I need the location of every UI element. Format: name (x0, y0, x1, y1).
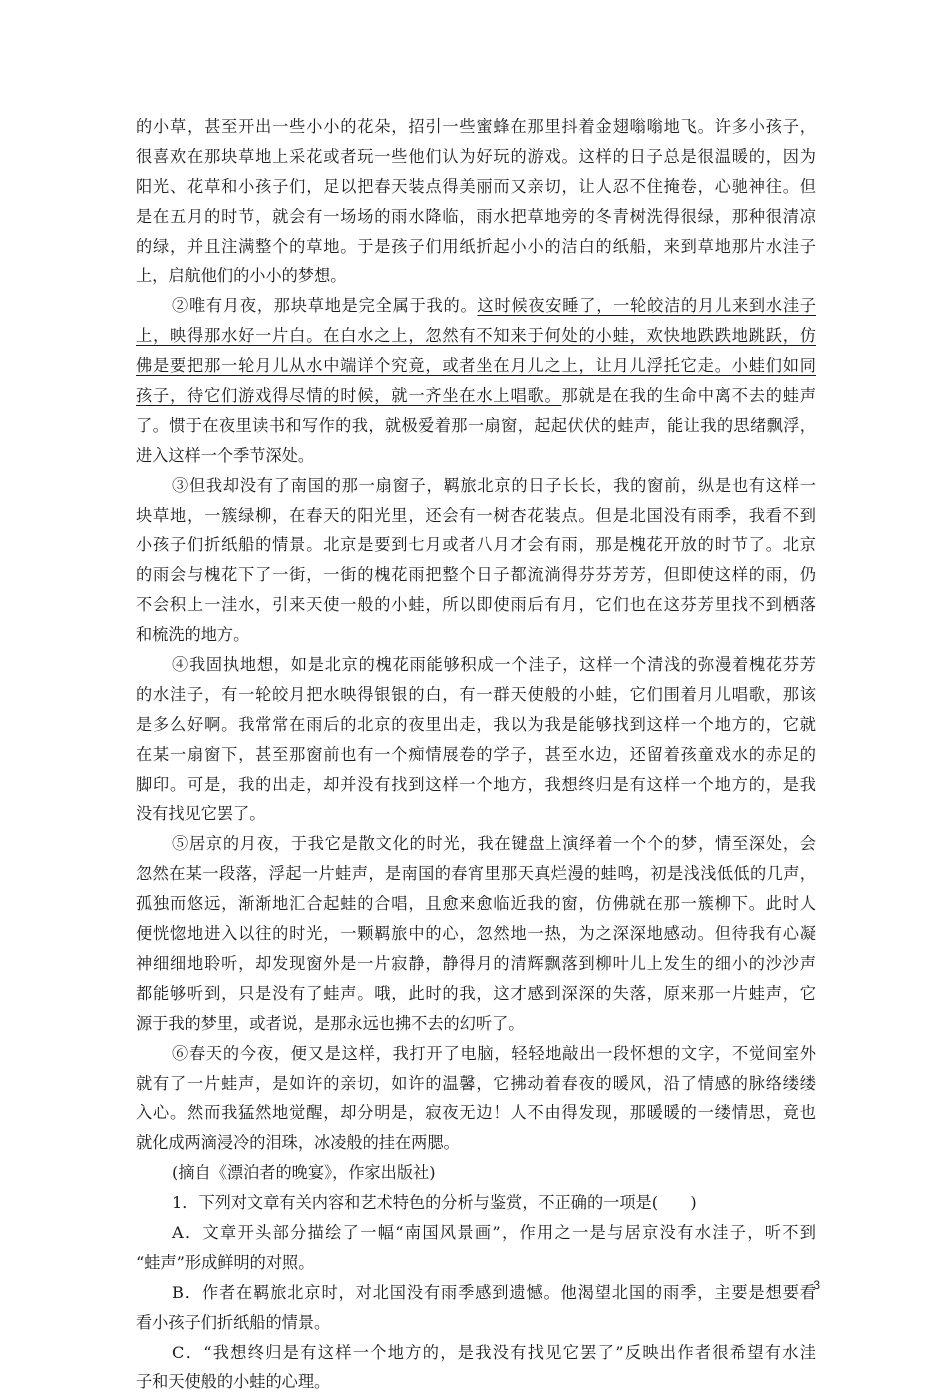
p6-line: 就有了一片蛙声，是如许的亲切，如许的温馨，它拂动着春夜的暖风，沿了情感的脉络缕缕 (136, 1073, 816, 1093)
p2-line-2 (136, 321, 816, 351)
option-c-line: 子和天使般的小蛙的心理。 (136, 1372, 331, 1392)
p5-line: 孤独而悠远，渐渐地汇合起蛙的合唱，且愈来愈临近我的窗，仿佛就在那一簇柳下。此时人 (136, 894, 816, 914)
option-a-line: “蛙声”形成鲜明的对照。 (136, 1252, 315, 1272)
p2-line-5: 了。惯于在夜里读书和写作的我，就极爱着那一扇窗，起起伏伏的蛙声，能让我的思绪飘浮， (136, 415, 816, 435)
p5-line: 神细细地聆听，却发现窗外是一片寂静，静得月的清辉飘落到柳叶儿上发生的细小的沙沙声 (136, 953, 816, 973)
p1-line: 很喜欢在那块草地上采花或者玩一些他们认为好玩的游戏。这样的日子总是很温暖的，因为 (136, 146, 816, 166)
p2-plain-text: 那就是在我的生命中离不去的蛙声 (561, 386, 816, 406)
p2-underlined-text: 这时候夜安睡了，一轮皎洁的月儿来到水洼子 (477, 296, 816, 316)
p1-line: 阳光、花草和小孩子们，足以把春天装点得美丽而又亲切，让人忍不住掩卷，心驰神往。但 (136, 176, 816, 196)
p3-line: 的雨会与槐花下了一街，一街的槐花雨把整个日子都流淌得芬芬芳芳，但即使这样的雨，仍 (136, 565, 816, 585)
p3-line: ③但我却没有了南国的那一扇窗子，羁旅北京的日子长长，我的窗前，纵是也有这样一 (172, 475, 816, 495)
option-b-line: B．作者在羁旅北京时，对北国没有雨季感到遗憾。他渴望北国的雨季，主要是想要看 (172, 1282, 816, 1302)
p5-line: 便恍惚地进入以往的时光，一颗羁旅中的心，忽然地一热，为之深深地感动。但待我有心凝 (136, 924, 816, 944)
p4-line: ④我固执地想，如是北京的槐花雨能够积成一个洼子，这样一个清浅的弥漫着槐花芬芳 (172, 655, 816, 675)
p4-line: 是多么好啊。我常常在雨后的北京的夜里出走，我以为我是能够找到这样一个地方的，它就 (136, 714, 816, 734)
p5-line: 源于我的梦里，或者说，是那永远也拂不去的幻听了。 (136, 1013, 525, 1033)
p2-line-4 (136, 381, 816, 411)
p1-line: 的小草，甚至开出一些小小的花朵，招引一些蜜蜂在那里抖着金翅嗡嗡地飞。许多小孩子， (136, 117, 816, 136)
p2-underlined-text: 佛是要把那一轮月儿从水中端详个究竟，或者坐在月儿之上，让月儿浮托它走。小蛙们如同 (136, 356, 816, 376)
option-c-line: C．“我想终归是有这样一个地方的，是我没有找见它罢了”反映出作者很希望有水洼 (172, 1342, 816, 1362)
option-b-line: 看小孩子们折纸船的情景。 (136, 1312, 331, 1332)
p6-line: 入心。然而我猛然地觉醒，却分明是，寂夜无边！人不由得发现，那暖暖的一缕情思，竟也 (136, 1103, 816, 1123)
p5-line: 都能够听到，只是没有了蛙声。哦，此时的我，这才感到深深的失落，原来那一片蛙声，它 (136, 983, 816, 1003)
question-stem: 1．下列对文章有关内容和艺术特色的分析与鉴赏，不正确的一项是( ) (172, 1193, 697, 1213)
p6-line: 就化成两滴浸冷的泪珠，冰凌般的挂在两腮。 (136, 1133, 460, 1153)
option-a-line: A．文章开头部分描绘了一幅“南国风景画”，作用之一是与居京没有水洼子，听不到 (172, 1222, 816, 1242)
p3-line: 不会积上一洼水，引来天使一般的小蛙，所以即使雨后有月，它们也在这芬芳里找不到栖落 (136, 595, 816, 615)
p2-plain-text: ②唯有月夜，那块草地是完全属于我的。 (172, 296, 478, 316)
p5-line: 忽然在某一段落，浮起一片蛙声，是南国的春宵里那天真烂漫的蛙鸣，初是浅浅低低的几声， (136, 864, 816, 884)
p2-line-6: 进入这样一个季节深处。 (136, 445, 315, 465)
p2-underlined-text: 孩子，待它们游戏得尽情的时候，就一齐坐在水上唱歌。 (136, 386, 562, 406)
p2-line-1 (136, 291, 816, 321)
page-number: 3 (813, 1278, 820, 1292)
p1-line: 的绿，并且注满整个的草地。于是孩子们用纸折起小小的洁白的纸船，来到草地那片水洼子 (136, 236, 816, 256)
p1-line: 上，启航他们的小小的梦想。 (136, 266, 347, 286)
p2-line-3 (136, 351, 816, 381)
p6-line: ⑥春天的今夜，便又是这样，我打开了电脑，轻轻地敲出一段怀想的文字，不觉间室外 (172, 1043, 816, 1063)
p4-line: 脚印。可是，我的出走，却并没有找到这样一个地方，我想终归是有这样一个地方的，是我 (136, 774, 816, 794)
p3-line: 小孩子们折纸船的情景。北京是要到七月或者八月才会有雨，那是槐花开放的时节了。北京 (136, 535, 816, 555)
p4-line: 在某一扇窗下，甚至那窗前也有一个痴情展卷的学子，甚至水边，还留着孩童戏水的赤足的 (136, 744, 816, 764)
article-body (136, 112, 816, 1397)
p3-line: 块草地，一簇绿柳，在春天的阳光里，还会有一树杏花装点。但是北国没有雨季，我看不到 (136, 505, 816, 525)
p4-line: 的水洼子，有一轮皎月把水映得银银的白，有一群天使般的小蛙，它们围着月儿唱歌，那该 (136, 684, 816, 704)
source-citation: (摘自《漂泊者的晚宴》，作家出版社) (172, 1163, 436, 1183)
p5-line: ⑤居京的月夜，于我它是散文化的时光，我在键盘上演绎着一个个的梦，情至深处，会 (172, 834, 816, 854)
p3-line: 和梳洗的地方。 (136, 625, 250, 645)
p4-line: 没有找见它罢了。 (136, 804, 266, 824)
p2-underlined-text: 上，映得那水好一片白。在白水之上，忽然有不知来于何处的小蛙，欢快地跌跌地跳跃，仿 (136, 326, 816, 346)
p1-line: 是在五月的时节，就会有一场场的雨水降临，雨水把草地旁的冬青树洗得很绿，那种很清凉 (136, 206, 816, 226)
